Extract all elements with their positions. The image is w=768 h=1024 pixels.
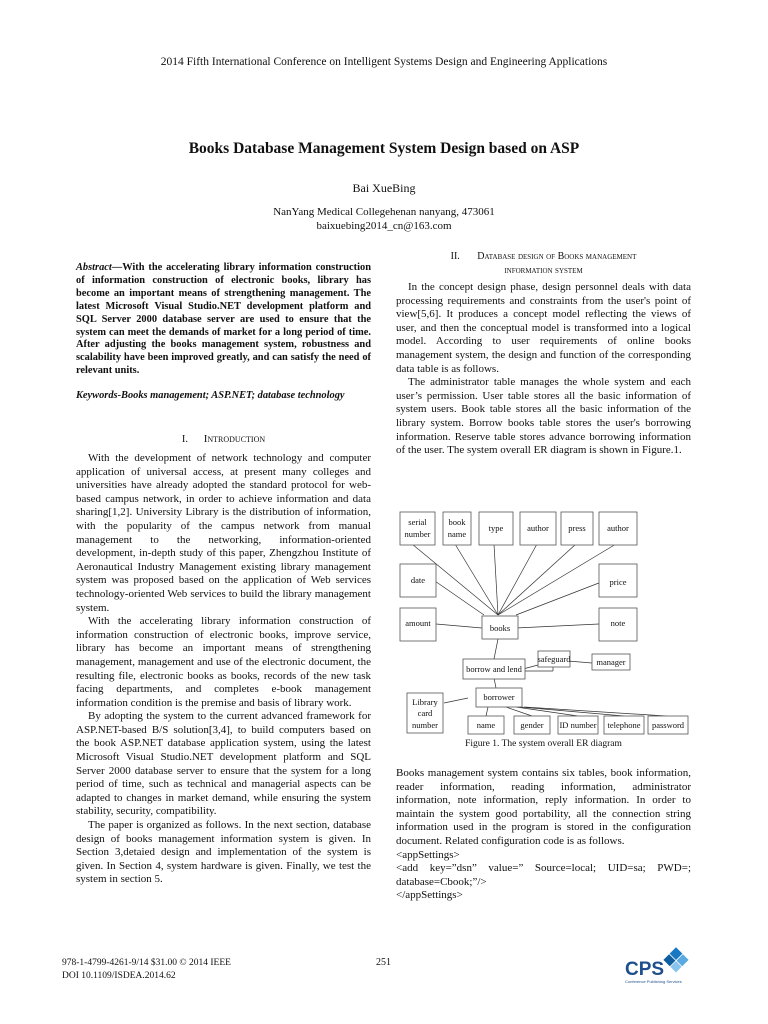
cps-logo-icon [624, 946, 694, 986]
section-2-continued [396, 767, 691, 903]
affiliation-line: NanYang Medical Collegehenan nanyang, 473061 [273, 206, 495, 218]
footer-identifiers [62, 957, 231, 983]
er-node-press: press [568, 523, 586, 533]
er-diagram [396, 503, 691, 736]
er-node-telephone: telephone [607, 720, 641, 730]
paragraph: By adopting the system to the current advanced framework for ASP.NET-based B/S solution[3,4], to build computers based on the book ASP.NET database application system, using the latest Microsoft Visual Studio.NET development platform and SQL Server 2000 database server to ensure that the system for a long period of time, such as technical and managerial aspects can be adapted to changes in market demand, while ensuring the system stability, security, compatibility. [76, 710, 371, 818]
conference-header: 2014 Fifth International Conference on Intelligent Systems Design and Engineering Applications [160, 56, 608, 68]
section-2-title-line1: Database design of Books management [477, 251, 637, 262]
paragraph: With the accelerating library information construction of information construction of electronic books, improve service, library has become an important means of strengthening management, management and use of the electronic document, the resulting file, electronic books as books, records of the new task facing departments, and completes e-book management information condition is the premise and basis of library work. [76, 615, 371, 709]
isbn-line: 978-1-4799-4261-9/14 $31.00 © 2014 IEEE [62, 958, 231, 968]
page-number: 251 [376, 957, 391, 968]
author-email: baixuebing2014_cn@163.com [316, 220, 452, 232]
er-labels [405, 517, 685, 730]
er-node-serial-number-2: number [404, 529, 431, 539]
er-node-manager: manager [596, 657, 626, 667]
er-node-price: price [609, 577, 627, 587]
er-node-date: date [410, 575, 426, 585]
er-node-author: author [527, 523, 549, 533]
cps-logo [624, 946, 694, 986]
er-node-type: type [488, 523, 504, 533]
section-2-body [396, 281, 691, 458]
er-node-amount: amount [405, 618, 431, 628]
code-line: <appSettings> [396, 848, 460, 861]
section-1-body [76, 452, 371, 887]
er-node-password: password [651, 720, 685, 730]
er-node-books: books [489, 623, 511, 633]
er-node-author-2: author [607, 523, 629, 533]
author-affiliation [0, 205, 768, 233]
er-node-borrow-and-lend: borrow and lend [466, 664, 522, 674]
section-1-title: Introduction [203, 433, 266, 445]
er-node-safeguard: safeguard [537, 654, 571, 664]
svg-text:CPS: CPS [625, 959, 665, 980]
section-1-heading [76, 433, 371, 445]
er-node-borrower: borrower [483, 692, 515, 702]
paper-title: Books Database Management System Design based on ASP [188, 140, 580, 157]
paper-author: Bai XueBing [352, 181, 416, 195]
er-node-id-number: ID number [559, 720, 597, 730]
er-node-library-card: Library [412, 697, 438, 707]
paragraph: In the concept design phase, design personnel deals with data processing requirements and constraints from the user's point of view[5,6]. It produces a concept model reflecting the views of user, and then the conceptual model is transformed into a logical model. According to user requirements of online books management system, the design and function of the corresponding data table is as follows. [396, 281, 691, 375]
paragraph: With the development of network technology and computer application of universal access, at present many colleges and universities have already adopted the standard protocol for web-based campus network, in order to achieve information and data sharing[1,2]. University Library is the distribution of information, with the popularity of the campus network from manual management to the networking, information-oriented development, in-depth study of this paper, Zhengzhou Institute of Aeronautical Industry Management existing library management system was proposed based on the application of Web services technology-oriented Web services to build the library management system. [76, 452, 371, 614]
code-line: </appSettings> [396, 889, 463, 902]
er-node-serial-number: serial [408, 517, 427, 527]
er-node-library-card-3: number [412, 720, 438, 730]
abstract-text: —With the accelerating library information construction of information construction of electronic books, library has become an important means of strengthening management. The latest Microsoft Visual Studio.NET development platform and SQL Server 2000 database server are used to ensure that the system can meet the demands of market for a long period of time. After adjusting the books management system, robustness and scalability have been improved greatly, and can satisfy the need of relevant units. [76, 262, 371, 377]
er-node-note: note [610, 618, 626, 628]
paragraph: Books management system contains six tables, book information, reader information, reading information, administrator information, note information, reply information. In order to maintain the system good portability, all the connection string information used in the program is stored in the configuration document. Related configuration code is as follows. [396, 767, 691, 847]
er-node-gender: gender [520, 720, 544, 730]
doi-line: DOI 10.1109/ISDEA.2014.62 [62, 971, 176, 981]
paragraph: The administrator table manages the whole system and each user’s permission. User table stores all the basic information of system users. Book table stores all the basic information of the library system. Borrow books table stores the user's borrowing information. Reserve table stores advance borrowing information of the user. The system overall ER diagram is shown in Figure.1. [396, 376, 691, 457]
section-2-number: II. [450, 251, 460, 262]
section-2-title-line2: information system [504, 265, 583, 276]
paragraph: The paper is organized as follows. In the next section, database design of books management information system is given. In Section 3,detaied design and implementation of the system is given. In Section 4, system hardware is given. Finally, we test the system in section 5. [76, 819, 371, 886]
section-2-heading [396, 250, 691, 278]
er-node-library-card-2: card [417, 708, 433, 718]
figure-caption: Figure 1. The system overall ER diagram [465, 739, 622, 749]
abstract [76, 262, 371, 378]
section-1-number: I. [181, 434, 188, 445]
er-boxes [400, 512, 688, 734]
er-node-book-name: book [448, 517, 466, 527]
code-line: <add key=”dsn” value=” Source=local; UID=sa; PWD=; database=Cbook;”/> [396, 862, 691, 888]
er-diagram-svg [396, 503, 691, 736]
abstract-label: Abstract [76, 262, 112, 273]
er-node-book-name-2: name [447, 529, 467, 539]
keywords: Keywords-Books management; ASP.NET; database technology [76, 390, 345, 401]
er-node-name: name [476, 720, 496, 730]
svg-text:Conference Publishing Services: Conference Publishing Services [625, 979, 682, 984]
